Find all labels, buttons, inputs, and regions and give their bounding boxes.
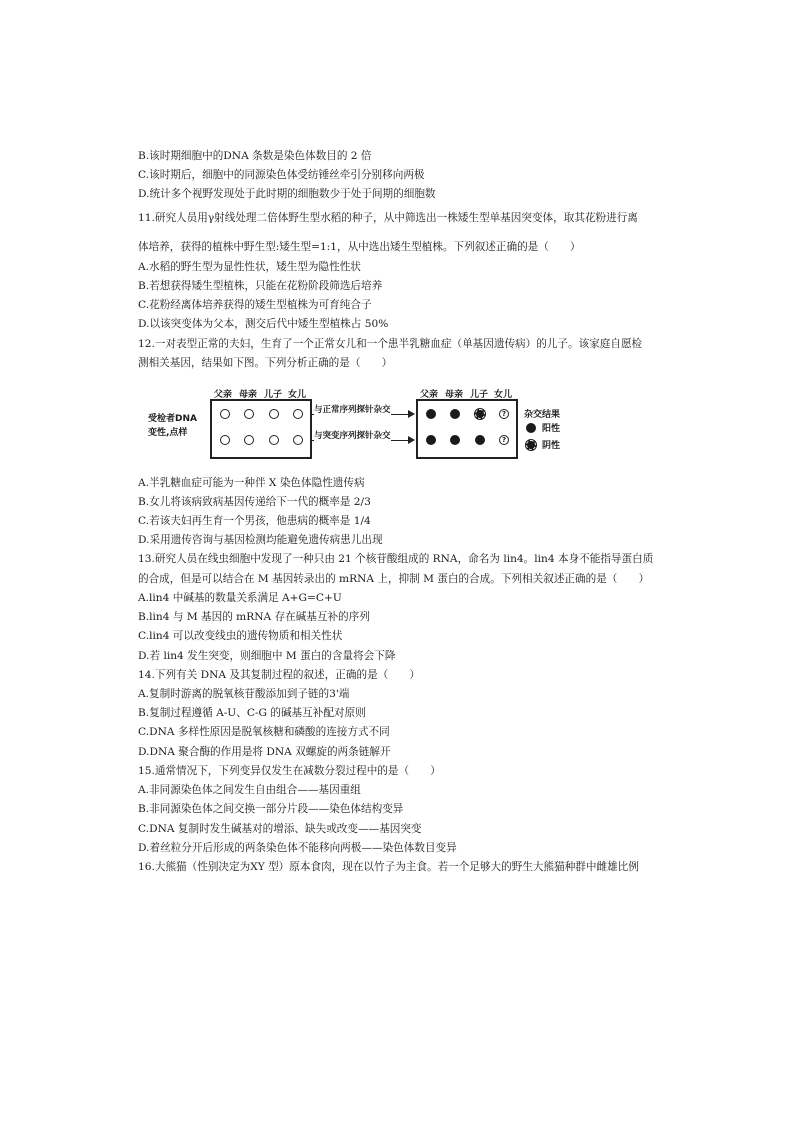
legend-positive-label: 阳性 [542,424,561,434]
positive-dot [450,409,460,419]
header-daughter-left: 女儿 [288,390,307,400]
diagram-left-label-2: 变性,点样 [148,428,188,438]
q13-option-a: A.lin4 中碱基的数量关系满足 A+G=C+U [138,592,342,604]
unknown-dot: ? [499,409,509,419]
sample-dot [269,409,279,419]
legend-negative-label: 阴性 [542,441,561,451]
q13-stem-line2: 的合成，但是可以结合在 M 基因转录出的 mRNA 上，抑制 M 蛋白的合成。下列相关叙述正确的是（ ） [138,573,650,585]
q12-stem-line2: 测相关基因，结果如下图。下列分析正确的是（ ） [138,357,393,369]
sample-dot [269,435,279,445]
q10-option-c: C.该时期后，细胞中的同源染色体受纺锤丝牵引分别移向两极 [138,169,425,181]
q15-stem: 15.通常情况下，下列变异仅发生在减数分裂过程中的是（ ） [138,765,441,777]
q11-option-d: D.以该突变体为父本，测交后代中矮生型植株占 50% [138,318,389,330]
q12-option-a: A.半乳糖血症可能为一种伴 X 染色体隐性遗传病 [138,477,365,489]
q11-stem-line2: 体培养，获得的植株中野生型:矮生型=1:1，从中选出矮生型植株。下列叙述正确的是（ ） [138,241,581,253]
q11-option-b: B.若想获得矮生型植株，只能在花粉阶段筛选后培养 [138,280,383,292]
header-father-right: 父亲 [420,390,439,400]
unknown-dot: ? [499,435,509,445]
diagram-left-label-1: 受检者DNA [148,414,197,424]
sample-box [210,399,312,459]
arrowhead-icon [408,410,415,418]
q11-stem-line1: 11.研究人员用γ射线处理二倍体野生型水稻的种子，从中筛选出一株矮生型单基因突变体，取其花粉进行离 [138,212,638,224]
label-normal-probe: 与正常序列探针杂交 [314,405,391,415]
q13-stem-line1: 13.研究人员在线虫细胞中发现了一种只由 21 个核苷酸组成的 RNA，命名为 lin4。lin4 本身不能指导蛋白质 [138,553,654,565]
legend-negative-dot [526,440,536,450]
q13-option-d: D.若 lin4 发生突变，则细胞中 M 蛋白的含量将会下降 [138,650,396,662]
q15-option-d: D.着丝粒分开后形成的两条染色体不能移向两极——染色体数目变异 [138,842,457,854]
q11-option-a: A.水稻的野生型为显性性状，矮生型为隐性性状 [138,261,361,273]
negative-dot [475,409,485,419]
header-mother-left: 母亲 [239,390,258,400]
sample-dot [244,409,254,419]
q12-option-c: C.若该夫妇再生育一个男孩，他患病的概率是 1/4 [138,515,371,527]
label-mutant-probe: 与突变序列探针杂交 [314,431,391,441]
sample-dot [293,435,303,445]
positive-dot [426,435,436,445]
header-son-left: 儿子 [264,390,283,400]
q15-option-a: A.非同源染色体之间发生自由组合——基因重组 [138,784,361,796]
q15-option-c: C.DNA 复制时发生碱基对的增添、缺失或改变——基因突变 [138,823,422,835]
arrowhead-icon [408,436,415,444]
q13-option-c: C.lin4 可以改变线虫的遗传物质和相关性状 [138,630,343,642]
q10-option-b: B.该时期细胞中的DNA 条数是染色体数目的 2 倍 [138,150,372,162]
q14-stem: 14.下列有关 DNA 及其复制过程的叙述，正确的是（ ） [138,669,421,681]
header-daughter-right: 女儿 [494,390,513,400]
sample-dot [293,409,303,419]
legend-positive-dot [526,423,536,433]
sample-dot [220,435,230,445]
gene-detection-diagram [140,383,580,463]
header-father-left: 父亲 [214,390,233,400]
q11-option-c: C.花粉经离体培养获得的矮生型植株为可育纯合子 [138,299,372,311]
header-son-right: 儿子 [470,390,489,400]
positive-dot [450,435,460,445]
q10-option-d: D.统计多个视野发现处于此时期的细胞数少于处于间期的细胞数 [138,188,436,200]
legend-title: 杂交结果 [524,410,561,420]
q16-stem-line1: 16.大熊猫（性别决定为XY 型）原本食肉，现在以竹子为主食。若一个足够大的野生大熊猫种群中雌雄比例 [138,861,639,873]
header-mother-right: 母亲 [445,390,464,400]
sample-dot [244,435,254,445]
q15-option-b: B.非同源染色体之间交换一部分片段——染色体结构变异 [138,803,404,815]
q14-option-c: C.DNA 多样性原因是脱氧核糖和磷酸的连接方式不同 [138,726,390,738]
q13-option-b: B.lin4 与 M 基因的 mRNA 存在碱基互补的序列 [138,611,370,623]
q12-option-b: B.女儿将该病致病基因传递给下一代的概率是 2/3 [138,496,371,508]
positive-dot [475,435,485,445]
q14-option-b: B.复制过程遵循 A-U、C-G 的碱基互补配对原则 [138,707,366,719]
result-box [416,399,518,459]
positive-dot [426,409,436,419]
sample-dot [220,409,230,419]
q14-option-d: D.DNA 聚合酶的作用是将 DNA 双螺旋的两条链解开 [138,746,391,758]
q12-stem-line1: 12.一对表型正常的夫妇，生育了一个正常女儿和一个患半乳糖血症（单基因遗传病）的儿子。该家庭自愿检 [138,338,643,350]
q14-option-a: A.复制时游离的脱氧核苷酸添加到子链的3'端 [138,688,350,700]
q12-option-d: D.采用遗传咨询与基因检测均能避免遗传病患儿出现 [138,534,383,546]
